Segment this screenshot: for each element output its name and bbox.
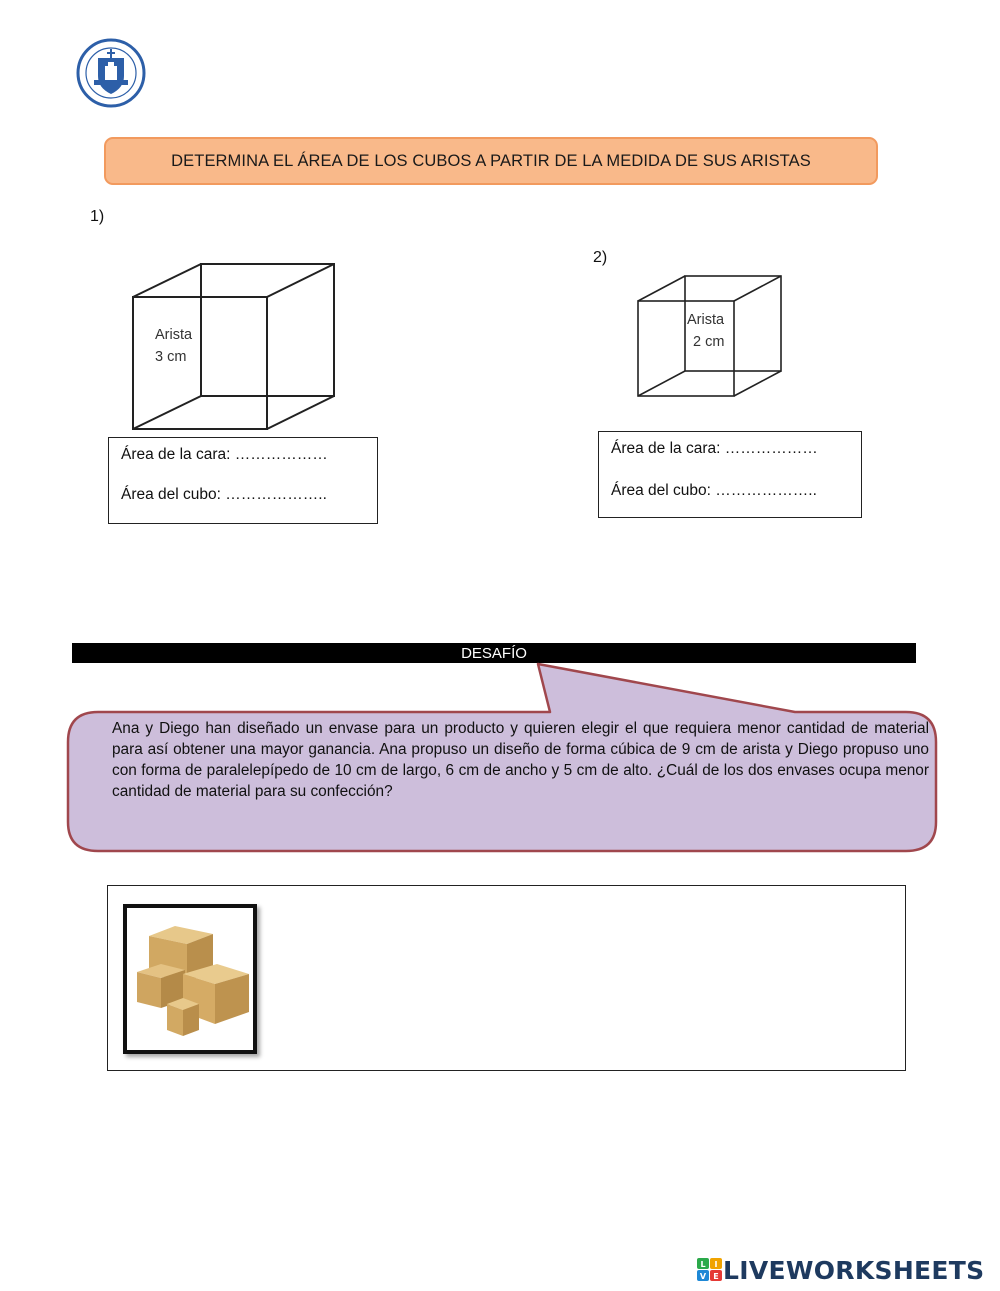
cardboard-boxes-image: [123, 904, 257, 1054]
challenge-heading: DESAFÍO: [72, 643, 916, 663]
answer-box-1: [108, 437, 378, 524]
cube-area-field-1[interactable]: Área del cubo: ………………..: [121, 486, 327, 503]
answer-box-2: [598, 431, 862, 518]
cube-1-edge-word: Arista: [155, 327, 193, 343]
badge-letter-l: L: [700, 1260, 706, 1269]
badge-letter-i: I: [714, 1260, 718, 1269]
cube-1-edge-value: 3 cm: [155, 349, 187, 365]
cube-1-edge-label: [155, 324, 192, 368]
liveworksheets-brand: [697, 1255, 984, 1285]
school-logo: [76, 38, 146, 108]
face-area-field-2[interactable]: Área de la cara: ………………: [611, 440, 818, 457]
badge-letter-e: E: [713, 1272, 719, 1281]
instruction-title: DETERMINA EL ÁREA DE LOS CUBOS A PARTIR DE LA MEDIDA DE SUS ARISTAS: [104, 137, 878, 185]
badge-letter-v: V: [699, 1272, 707, 1281]
cube-area-field-2[interactable]: Área del cubo: ………………..: [611, 482, 817, 499]
cube-2-edge-label: [687, 309, 724, 353]
cube-2-edge-word: Arista: [687, 312, 725, 328]
liveworksheets-badge-icon: [697, 1258, 723, 1282]
challenge-text: Ana y Diego han diseñado un envase para un producto y quieren elegir el que requiera menor cantidad de material para así obtener una mayor ganancia. Ana propuso un diseño de forma cúbica de 9 cm de arista y Diego propuso uno con forma de paralelepípedo de 10 cm de largo, 6 cm de ancho y 5 cm de alto. ¿Cuál de los dos envases ocupa menor cantidad de material para su confección?: [112, 720, 929, 800]
liveworksheets-wordmark: LIVEWORKSHEETS: [723, 1255, 985, 1285]
face-area-field-1[interactable]: Área de la cara: ………………: [121, 446, 328, 463]
cube-2-edge-value: 2 cm: [693, 334, 725, 350]
question-1-number: 1): [90, 208, 105, 225]
question-2-number: 2): [593, 249, 608, 266]
